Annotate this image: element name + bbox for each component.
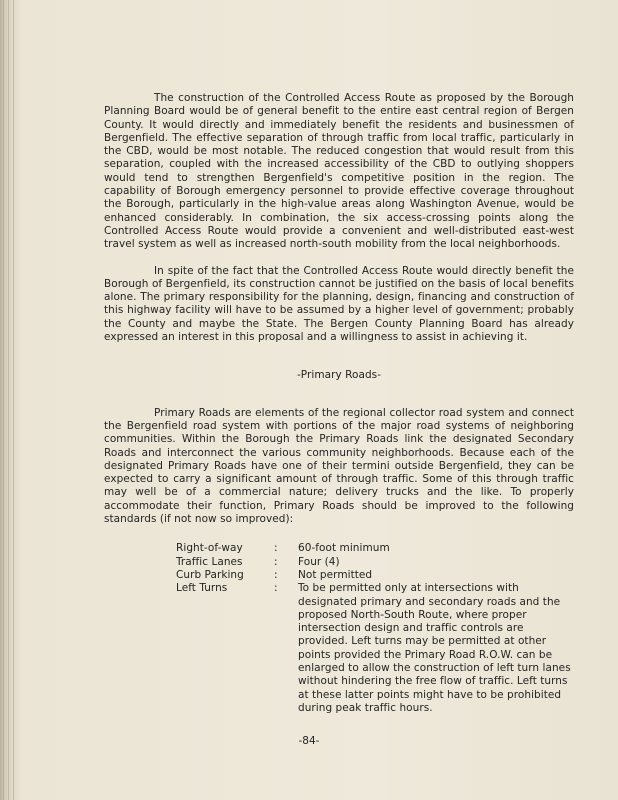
standard-term: Right-of-way [176,542,243,555]
standard-separator: : [274,555,278,568]
page-stack-edge [3,0,4,800]
paragraph-controlled-access-benefits: The construction of the Controlled Access Route as proposed by the Borough Planning Board would be of general benefit to the entire east central region of Bergen County. It would directly and immediately benefit the residents and businessmen of Bergenfield. The effective separation of through traffic from local traffic, particularly in the CBD, would be most notable. The reduced congestion that would result from this separation, coupled with the increased accessibility of the CBD to outlying shoppers would tend to strengthen Bergenfield's competitive position in the region. The capability of Borough emergency personnel to provide effective coverage throughout the Borough, particularly in the high-value areas along Washington Avenue, would be enhanced considerably. In combination, the six access-crossing points along the Controlled Access Route would provide a convenient and well-distributed east-west travel system as well as increased north-south mobility from the local neighborhoods. [104,92,574,251]
standard-term: Left Turns [176,582,228,595]
paragraph-responsibility: In spite of the fact that the Controlled Access Route would directly benefit the Borough of Bergenfield, its construction cannot be justified on the basis of local benefits alone. The primary responsibility for the planning, design, financing and construction of this highway facility will have to be assumed by a higher level of government; probably the County and maybe the State. The Bergen County Planning Board has already expressed an interest in this proposal and a willingness to assist in achieving it. [104,264,574,344]
standards-table [176,542,576,715]
standard-term: Traffic Lanes [176,555,243,568]
standard-value: To be permitted only at intersections with designated primary and secondary roads and the proposed North-South Route, where proper intersection design and traffic controls are provided. Left turns may be permitted at other points provided the Primary Road R.O.W. can be enlarged to allow the construction of left turn lanes without hindering the free flow of traffic. Left turns at these latter points might have to be prohibited during peak traffic hours. [298,582,571,714]
standard-separator: : [274,568,278,581]
document-body [104,86,574,715]
standard-term: Curb Parking [176,568,244,581]
standard-value: 60-foot minimum [298,542,390,555]
standards-row [176,569,576,582]
section-heading: -Primary Roads- [296,369,382,382]
standard-separator: : [274,542,278,555]
standards-row [176,542,576,555]
standard-value: Not permitted [298,568,373,581]
standard-value: Four (4) [298,555,340,568]
page-stack-edge [8,0,9,800]
paragraph-primary-roads: Primary Roads are elements of the regional collector road system and connect the Bergenfield road system with portions of the major road systems of neighboring communities. Within the Borough the Primary Roads link the designated Secondary Roads and interconnect the various community neighborhoods. Because each of the designated Primary Roads have one of their termini outside Bergenfield, they can be expected to carry a significant amount of through traffic. Some of this through traffic may well be of a commercial nature; delivery trucks and the like. To properly accommodate their function, Primary Roads should be improved to the following standards (if not now so improved): [104,406,574,526]
page-stack-edge [13,0,14,800]
standards-row [176,582,576,715]
page-number: -84- [298,735,320,747]
standard-separator: : [274,582,278,595]
standards-row [176,556,576,569]
